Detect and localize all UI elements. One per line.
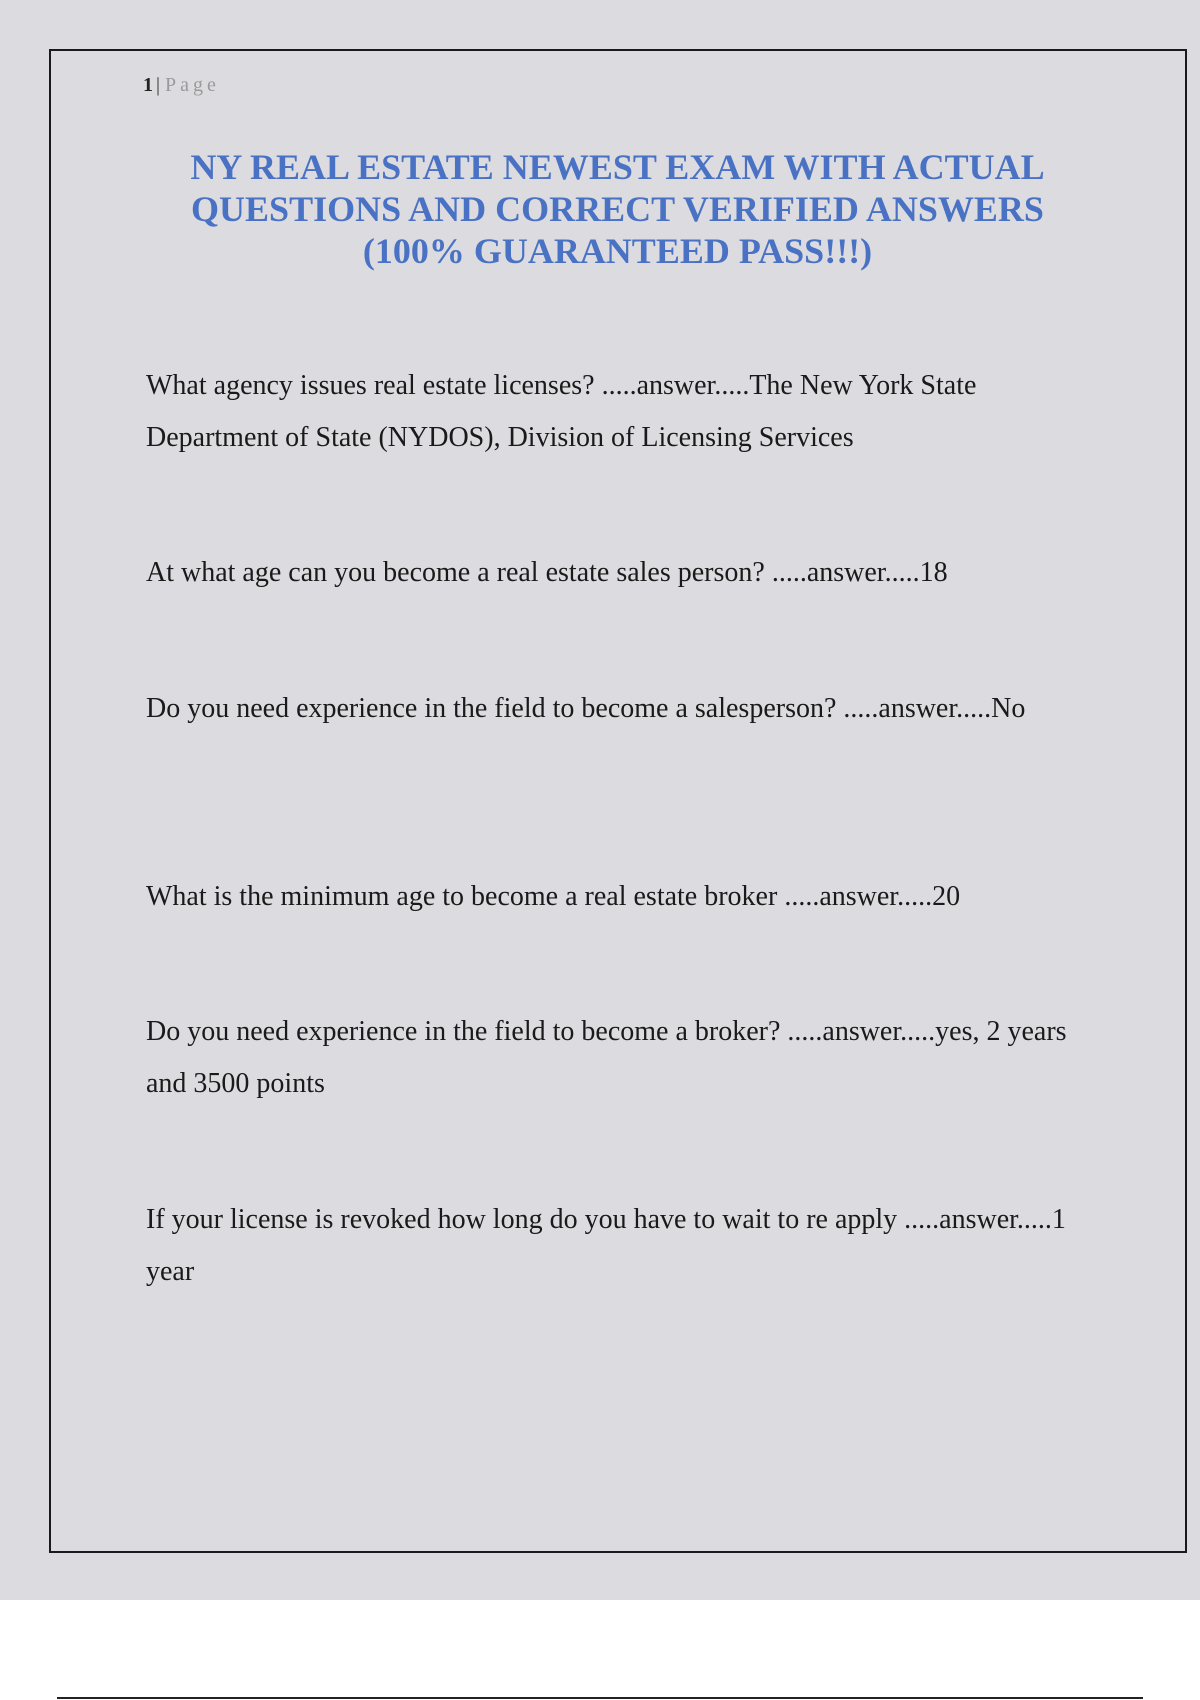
qa-item: At what age can you become a real estate sales person? .....answer.....18: [146, 557, 948, 588]
page-border: [49, 49, 1187, 1553]
document-title: NY REAL ESTATE NEWEST EXAM WITH ACTUAL QUESTIONS AND CORRECT VERIFIED ANSWERS (100% GUARANTEED PASS!!!): [190, 147, 1045, 271]
qa-item: If your license is revoked how long do you have to wait to re apply .....answer.....1 year: [146, 1204, 1066, 1287]
qa-item: Do you need experience in the field to become a broker? .....answer.....yes, 2 years and 3500 points: [146, 1016, 1067, 1099]
qa-item: What agency issues real estate licenses? .....answer.....The New York State Department of State (NYDOS), Division of Licensing Services: [146, 370, 977, 453]
page-number: 1: [143, 74, 154, 96]
page-separator: |: [156, 74, 162, 96]
page-label: Page: [165, 74, 220, 96]
page-header: [143, 74, 220, 97]
qa-item: What is the minimum age to become a real estate broker .....answer.....20: [146, 881, 961, 912]
qa-item: Do you need experience in the field to become a salesperson? .....answer.....No: [146, 693, 1026, 724]
footer-divider: [57, 1697, 1143, 1699]
